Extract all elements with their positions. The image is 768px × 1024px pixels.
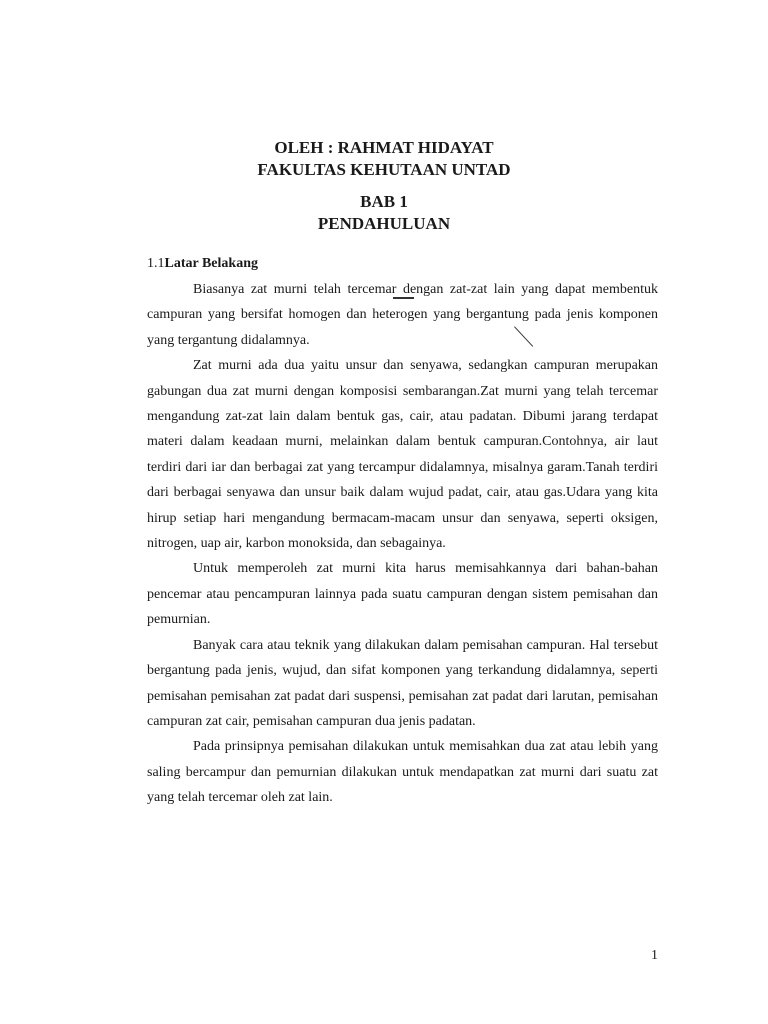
author-line: OLEH : RAHMAT HIDAYAT — [274, 138, 494, 157]
section-number: 1.1 — [147, 256, 165, 271]
chapter-number: BAB 1 — [360, 192, 408, 211]
section-heading — [147, 254, 258, 274]
title-block — [0, 137, 768, 181]
paragraph: Untuk memperoleh zat murni kita harus memisahkannya dari bahan-bahan pencemar atau pencampuran lainnya pada suatu campuran dengan sistem pemisahan dan pemurnian. — [147, 561, 658, 628]
faculty-line: FAKULTAS KEHUTAAN UNTAD — [257, 160, 511, 179]
paragraph: Pada prinsipnya pemisahan dilakukan untuk memisahkan dua zat atau lebih yang saling bercampur dan pemurnian dilakukan untuk mendapatkan zat murni dari suatu zat yang telah tercemar oleh zat lain. — [147, 739, 658, 806]
underline-annotation-mark — [393, 297, 414, 299]
section-title: Latar Belakang — [164, 256, 258, 271]
paragraph: Banyak cara atau teknik yang dilakukan dalam pemisahan campuran. Hal tersebut bergantung pada jenis, wujud, dan sifat komponen yang terkandung didalamnya, seperti pemisahan pemisahan zat padat dari suspensi, pemisahan zat padat dari larutan, pemisahan campuran zat cair, pemisahan campuran dua jenis padatan. — [147, 637, 658, 729]
body-text — [147, 277, 658, 811]
chapter-block — [0, 191, 768, 235]
chapter-title: PENDAHULUAN — [317, 214, 451, 233]
page-number: 1 — [651, 948, 658, 963]
paragraph: Biasanya zat murni telah tercemar dengan zat-zat lain yang dapat membentuk campuran yang bersifat homogen dan heterogen yang bergantung pada jenis komponen yang tergantung didalamnya. — [147, 282, 658, 348]
paragraph: Zat murni ada dua yaitu unsur dan senyawa, sedangkan campuran merupakan gabungan dua zat murni dengan komposisi sembarangan.Zat murni yang telah tercemar mengandung zat-zat lain dalam bentuk gas, cair, atau padatan. Dibumi jarang terdapat materi dalam keadaan murni, melainkan dalam bentuk campuran.Contohnya, air laut terdiri dari iar dan berbagai zat yang tercampur didalamnya, misalnya garam.Tanah terdiri dari berbagai senyawa dan unsur baik dalam wujud padat, cair, atau gas.Udara yang kita hirup setiap hari mengandung bermacam-macam unsur dan senyawa, seperti oksigen, nitrogen, uap air, karbon monoksida, dan sebagainya. — [147, 358, 658, 552]
